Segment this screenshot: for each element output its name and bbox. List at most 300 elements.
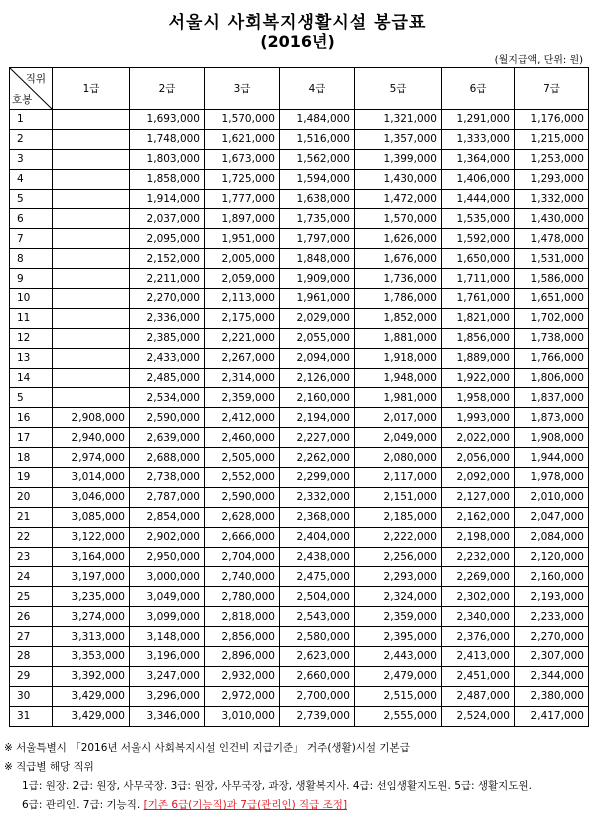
salary-cell	[53, 289, 130, 309]
salary-cell: 3,353,000	[53, 647, 130, 667]
salary-cell: 1,333,000	[442, 129, 515, 149]
step-cell: 13	[10, 348, 53, 368]
step-cell: 7	[10, 229, 53, 249]
footnotes	[4, 739, 532, 815]
salary-cell: 2,404,000	[280, 527, 355, 547]
salary-cell: 1,444,000	[442, 189, 515, 209]
salary-cell: 2,029,000	[280, 308, 355, 328]
salary-cell: 2,932,000	[205, 666, 280, 686]
salary-cell: 1,897,000	[205, 209, 280, 229]
document-title: 서울시 사회복지생활시설 봉급표	[168, 13, 427, 33]
note-grade-change: [기존 6급(기능직)과 7급(관리인) 직급 조정]	[143, 799, 348, 811]
step-cell: 2	[10, 129, 53, 149]
salary-cell: 2,017,000	[355, 408, 442, 428]
salary-cell: 1,944,000	[515, 448, 589, 468]
table-row	[10, 368, 589, 388]
step-cell: 19	[10, 468, 53, 488]
grade-header: 2급	[130, 68, 205, 110]
table-row	[10, 468, 589, 488]
salary-cell: 2,010,000	[515, 487, 589, 507]
salary-cell: 2,126,000	[280, 368, 355, 388]
step-cell: 8	[10, 249, 53, 269]
step-cell: 27	[10, 627, 53, 647]
salary-cell: 2,413,000	[442, 647, 515, 667]
table-row	[10, 169, 589, 189]
salary-cell	[53, 328, 130, 348]
salary-cell: 2,739,000	[280, 706, 355, 726]
salary-cell: 2,336,000	[130, 308, 205, 328]
salary-table	[9, 67, 589, 727]
salary-cell: 2,185,000	[355, 507, 442, 527]
salary-cell: 2,162,000	[442, 507, 515, 527]
step-cell: 21	[10, 507, 53, 527]
salary-cell: 1,856,000	[442, 328, 515, 348]
step-cell: 25	[10, 587, 53, 607]
salary-cell: 1,406,000	[442, 169, 515, 189]
salary-cell: 1,978,000	[515, 468, 589, 488]
step-cell: 6	[10, 209, 53, 229]
salary-cell: 2,222,000	[355, 527, 442, 547]
step-cell: 9	[10, 269, 53, 289]
salary-cell: 1,570,000	[205, 110, 280, 130]
salary-cell: 2,160,000	[280, 388, 355, 408]
salary-cell: 2,047,000	[515, 507, 589, 527]
note-positions-1: 1급: 원장. 2급: 원장, 사무국장. 3급: 원장, 사무국장, 과장, 생활복지사. 4급: 선임생활지도원. 5급: 생활지도원.	[22, 780, 532, 792]
salary-cell: 1,918,000	[355, 348, 442, 368]
salary-cell: 1,711,000	[442, 269, 515, 289]
table-row	[10, 527, 589, 547]
salary-cell: 2,438,000	[280, 547, 355, 567]
salary-cell: 1,651,000	[515, 289, 589, 309]
salary-cell: 3,164,000	[53, 547, 130, 567]
salary-cell: 3,122,000	[53, 527, 130, 547]
salary-cell: 1,958,000	[442, 388, 515, 408]
salary-cell	[53, 308, 130, 328]
salary-cell: 2,740,000	[205, 567, 280, 587]
salary-cell: 2,120,000	[515, 547, 589, 567]
salary-cell: 3,085,000	[53, 507, 130, 527]
salary-cell: 2,314,000	[205, 368, 280, 388]
salary-cell: 2,005,000	[205, 249, 280, 269]
salary-cell: 3,049,000	[130, 587, 205, 607]
note-heading: ※ 직급별 해당 직위	[4, 761, 94, 773]
table-row	[10, 428, 589, 448]
table-row	[10, 567, 589, 587]
salary-cell: 2,340,000	[442, 607, 515, 627]
salary-cell: 2,092,000	[442, 468, 515, 488]
salary-cell: 3,313,000	[53, 627, 130, 647]
salary-cell: 1,736,000	[355, 269, 442, 289]
salary-cell: 2,267,000	[205, 348, 280, 368]
salary-cell	[53, 229, 130, 249]
table-row	[10, 328, 589, 348]
salary-cell: 2,504,000	[280, 587, 355, 607]
salary-cell: 2,395,000	[355, 627, 442, 647]
salary-cell: 1,594,000	[280, 169, 355, 189]
step-cell: 3	[10, 149, 53, 169]
salary-cell: 1,852,000	[355, 308, 442, 328]
table-row	[10, 189, 589, 209]
salary-cell: 2,660,000	[280, 666, 355, 686]
salary-cell: 1,321,000	[355, 110, 442, 130]
salary-cell: 2,515,000	[355, 686, 442, 706]
salary-cell: 2,307,000	[515, 647, 589, 667]
salary-cell: 1,766,000	[515, 348, 589, 368]
salary-cell: 1,738,000	[515, 328, 589, 348]
salary-cell: 2,590,000	[130, 408, 205, 428]
salary-cell	[53, 368, 130, 388]
salary-cell: 2,940,000	[53, 428, 130, 448]
salary-cell: 1,430,000	[515, 209, 589, 229]
salary-cell: 1,748,000	[130, 129, 205, 149]
salary-cell	[53, 209, 130, 229]
salary-cell: 2,451,000	[442, 666, 515, 686]
salary-cell	[53, 269, 130, 289]
salary-cell: 3,235,000	[53, 587, 130, 607]
salary-cell: 1,981,000	[355, 388, 442, 408]
salary-cell: 2,485,000	[130, 368, 205, 388]
step-cell: 11	[10, 308, 53, 328]
salary-cell: 2,704,000	[205, 547, 280, 567]
table-row	[10, 666, 589, 686]
step-cell: 22	[10, 527, 53, 547]
salary-cell: 3,247,000	[130, 666, 205, 686]
salary-cell: 2,628,000	[205, 507, 280, 527]
salary-cell: 1,951,000	[205, 229, 280, 249]
salary-cell: 2,227,000	[280, 428, 355, 448]
salary-cell: 2,270,000	[515, 627, 589, 647]
table-row	[10, 289, 589, 309]
salary-cell: 1,253,000	[515, 149, 589, 169]
salary-cell	[53, 388, 130, 408]
salary-cell: 2,385,000	[130, 328, 205, 348]
salary-cell: 3,346,000	[130, 706, 205, 726]
grade-header: 4급	[280, 68, 355, 110]
salary-cell: 3,429,000	[53, 706, 130, 726]
salary-cell: 1,777,000	[205, 189, 280, 209]
salary-cell: 2,194,000	[280, 408, 355, 428]
unit-note: (월지급액, 단위: 원)	[494, 55, 583, 66]
salary-cell: 2,639,000	[130, 428, 205, 448]
step-cell: 31	[10, 706, 53, 726]
salary-cell	[53, 169, 130, 189]
salary-cell: 2,443,000	[355, 647, 442, 667]
salary-cell: 1,821,000	[442, 308, 515, 328]
salary-cell: 1,961,000	[280, 289, 355, 309]
salary-cell: 2,818,000	[205, 607, 280, 627]
salary-cell: 2,700,000	[280, 686, 355, 706]
table-body	[10, 110, 589, 727]
table-row	[10, 209, 589, 229]
salary-cell: 2,332,000	[280, 487, 355, 507]
salary-cell: 1,621,000	[205, 129, 280, 149]
step-cell: 5	[10, 189, 53, 209]
salary-cell: 2,417,000	[515, 706, 589, 726]
salary-cell: 2,256,000	[355, 547, 442, 567]
salary-cell: 1,702,000	[515, 308, 589, 328]
salary-cell	[53, 149, 130, 169]
table-row	[10, 607, 589, 627]
salary-cell: 2,175,000	[205, 308, 280, 328]
salary-cell: 1,176,000	[515, 110, 589, 130]
step-cell: 29	[10, 666, 53, 686]
table-row	[10, 686, 589, 706]
salary-cell: 2,160,000	[515, 567, 589, 587]
note-source: ※ 서울특별시 「2016년 서울시 사회복지시설 인건비 지급기준」 거주(생활)시설 기본급	[4, 742, 410, 754]
salary-cell: 2,059,000	[205, 269, 280, 289]
table-row	[10, 587, 589, 607]
salary-cell: 1,693,000	[130, 110, 205, 130]
salary-cell: 3,392,000	[53, 666, 130, 686]
grade-header: 6급	[442, 68, 515, 110]
salary-cell: 2,094,000	[280, 348, 355, 368]
salary-cell: 2,524,000	[442, 706, 515, 726]
salary-cell: 3,274,000	[53, 607, 130, 627]
salary-cell: 2,095,000	[130, 229, 205, 249]
salary-cell: 2,787,000	[130, 487, 205, 507]
salary-cell: 2,270,000	[130, 289, 205, 309]
salary-cell: 1,399,000	[355, 149, 442, 169]
salary-cell: 1,786,000	[355, 289, 442, 309]
salary-cell: 1,735,000	[280, 209, 355, 229]
table-row	[10, 229, 589, 249]
salary-cell: 3,148,000	[130, 627, 205, 647]
salary-cell: 1,676,000	[355, 249, 442, 269]
table-row	[10, 448, 589, 468]
salary-cell: 2,359,000	[205, 388, 280, 408]
salary-cell: 2,475,000	[280, 567, 355, 587]
salary-cell: 1,531,000	[515, 249, 589, 269]
step-cell: 10	[10, 289, 53, 309]
step-cell: 24	[10, 567, 53, 587]
salary-cell: 2,368,000	[280, 507, 355, 527]
salary-cell: 2,056,000	[442, 448, 515, 468]
salary-cell: 2,113,000	[205, 289, 280, 309]
salary-cell: 1,357,000	[355, 129, 442, 149]
salary-cell: 2,972,000	[205, 686, 280, 706]
salary-cell	[53, 110, 130, 130]
salary-cell: 1,484,000	[280, 110, 355, 130]
table-row	[10, 249, 589, 269]
salary-cell: 2,950,000	[130, 547, 205, 567]
salary-cell: 1,909,000	[280, 269, 355, 289]
salary-cell: 1,650,000	[442, 249, 515, 269]
salary-cell: 1,293,000	[515, 169, 589, 189]
corner-label-position: 직위	[25, 73, 46, 85]
grade-header: 1급	[53, 68, 130, 110]
table-row	[10, 110, 589, 130]
table-row	[10, 269, 589, 289]
salary-cell: 1,592,000	[442, 229, 515, 249]
salary-cell: 2,487,000	[442, 686, 515, 706]
step-cell: 18	[10, 448, 53, 468]
note-positions-2	[4, 796, 532, 815]
salary-cell: 2,151,000	[355, 487, 442, 507]
salary-cell: 2,344,000	[515, 666, 589, 686]
salary-cell: 2,117,000	[355, 468, 442, 488]
salary-cell: 1,797,000	[280, 229, 355, 249]
salary-cell: 2,623,000	[280, 647, 355, 667]
salary-cell	[53, 249, 130, 269]
salary-cell: 2,221,000	[205, 328, 280, 348]
salary-cell: 3,046,000	[53, 487, 130, 507]
salary-cell: 2,198,000	[442, 527, 515, 547]
salary-cell: 2,534,000	[130, 388, 205, 408]
salary-cell: 2,232,000	[442, 547, 515, 567]
salary-cell: 1,858,000	[130, 169, 205, 189]
salary-cell: 2,359,000	[355, 607, 442, 627]
step-cell: 28	[10, 647, 53, 667]
table-row	[10, 149, 589, 169]
salary-cell: 1,478,000	[515, 229, 589, 249]
salary-cell: 3,099,000	[130, 607, 205, 627]
table-row	[10, 308, 589, 328]
salary-cell: 3,197,000	[53, 567, 130, 587]
salary-cell: 2,211,000	[130, 269, 205, 289]
salary-cell: 2,590,000	[205, 487, 280, 507]
step-cell: 16	[10, 408, 53, 428]
salary-cell: 1,993,000	[442, 408, 515, 428]
salary-cell: 3,014,000	[53, 468, 130, 488]
salary-cell: 2,127,000	[442, 487, 515, 507]
salary-cell: 1,291,000	[442, 110, 515, 130]
salary-cell: 1,803,000	[130, 149, 205, 169]
salary-cell: 1,837,000	[515, 388, 589, 408]
salary-cell: 3,196,000	[130, 647, 205, 667]
salary-cell: 2,854,000	[130, 507, 205, 527]
salary-cell: 3,010,000	[205, 706, 280, 726]
table-row	[10, 129, 589, 149]
salary-cell: 2,902,000	[130, 527, 205, 547]
salary-cell: 1,948,000	[355, 368, 442, 388]
salary-cell: 1,535,000	[442, 209, 515, 229]
salary-cell: 1,472,000	[355, 189, 442, 209]
salary-cell: 1,725,000	[205, 169, 280, 189]
step-cell: 4	[10, 169, 53, 189]
salary-cell: 1,889,000	[442, 348, 515, 368]
salary-cell: 1,638,000	[280, 189, 355, 209]
salary-cell: 1,908,000	[515, 428, 589, 448]
salary-cell: 1,562,000	[280, 149, 355, 169]
grade-header: 7급	[515, 68, 589, 110]
salary-cell: 2,037,000	[130, 209, 205, 229]
step-cell: 17	[10, 428, 53, 448]
step-cell: 14	[10, 368, 53, 388]
salary-cell: 2,896,000	[205, 647, 280, 667]
salary-cell: 1,516,000	[280, 129, 355, 149]
salary-cell: 2,908,000	[53, 408, 130, 428]
salary-cell: 2,376,000	[442, 627, 515, 647]
salary-cell: 1,881,000	[355, 328, 442, 348]
salary-cell: 2,552,000	[205, 468, 280, 488]
document-subtitle: (2016년)	[260, 32, 335, 51]
step-cell: 1	[10, 110, 53, 130]
salary-cell: 2,022,000	[442, 428, 515, 448]
step-cell: 23	[10, 547, 53, 567]
salary-cell: 1,215,000	[515, 129, 589, 149]
salary-cell: 1,922,000	[442, 368, 515, 388]
salary-cell: 2,262,000	[280, 448, 355, 468]
step-cell: 5	[10, 388, 53, 408]
salary-cell: 1,673,000	[205, 149, 280, 169]
table-row	[10, 348, 589, 368]
salary-cell: 1,806,000	[515, 368, 589, 388]
salary-cell: 2,049,000	[355, 428, 442, 448]
salary-cell: 3,429,000	[53, 686, 130, 706]
salary-cell: 2,688,000	[130, 448, 205, 468]
salary-cell: 2,324,000	[355, 587, 442, 607]
salary-cell: 2,433,000	[130, 348, 205, 368]
salary-cell: 1,332,000	[515, 189, 589, 209]
salary-cell: 2,505,000	[205, 448, 280, 468]
table-row	[10, 507, 589, 527]
grade-header: 3급	[205, 68, 280, 110]
salary-cell: 2,738,000	[130, 468, 205, 488]
table-row	[10, 547, 589, 567]
salary-cell: 2,269,000	[442, 567, 515, 587]
salary-cell: 2,543,000	[280, 607, 355, 627]
salary-cell: 1,570,000	[355, 209, 442, 229]
table-row	[10, 647, 589, 667]
salary-cell: 2,460,000	[205, 428, 280, 448]
salary-cell: 1,586,000	[515, 269, 589, 289]
corner-cell	[10, 68, 53, 110]
salary-cell: 2,479,000	[355, 666, 442, 686]
salary-cell: 2,293,000	[355, 567, 442, 587]
salary-cell: 1,848,000	[280, 249, 355, 269]
salary-cell: 2,580,000	[280, 627, 355, 647]
salary-cell	[53, 129, 130, 149]
salary-cell: 2,193,000	[515, 587, 589, 607]
salary-cell: 2,233,000	[515, 607, 589, 627]
salary-cell	[53, 348, 130, 368]
salary-cell: 1,873,000	[515, 408, 589, 428]
table-row	[10, 408, 589, 428]
salary-cell: 2,666,000	[205, 527, 280, 547]
salary-cell: 2,380,000	[515, 686, 589, 706]
step-cell: 20	[10, 487, 53, 507]
salary-cell: 3,296,000	[130, 686, 205, 706]
step-cell: 26	[10, 607, 53, 627]
table-row	[10, 627, 589, 647]
step-cell: 30	[10, 686, 53, 706]
salary-cell: 2,856,000	[205, 627, 280, 647]
salary-cell: 2,152,000	[130, 249, 205, 269]
header-row	[10, 68, 589, 110]
grade-header: 5급	[355, 68, 442, 110]
salary-cell: 1,914,000	[130, 189, 205, 209]
table-row	[10, 706, 589, 726]
salary-cell: 1,761,000	[442, 289, 515, 309]
salary-cell: 2,055,000	[280, 328, 355, 348]
salary-cell: 2,555,000	[355, 706, 442, 726]
salary-cell: 2,299,000	[280, 468, 355, 488]
corner-label-step: 호봉	[12, 94, 33, 106]
salary-cell: 2,780,000	[205, 587, 280, 607]
salary-cell	[53, 189, 130, 209]
salary-cell: 2,412,000	[205, 408, 280, 428]
salary-cell: 3,000,000	[130, 567, 205, 587]
salary-cell: 1,626,000	[355, 229, 442, 249]
salary-cell: 1,430,000	[355, 169, 442, 189]
salary-cell: 2,302,000	[442, 587, 515, 607]
salary-cell: 2,084,000	[515, 527, 589, 547]
salary-cell: 2,974,000	[53, 448, 130, 468]
note-positions-2-text: 6급: 관리인. 7급: 기능직.	[22, 799, 144, 811]
table-row	[10, 388, 589, 408]
salary-cell: 1,364,000	[442, 149, 515, 169]
step-cell: 12	[10, 328, 53, 348]
